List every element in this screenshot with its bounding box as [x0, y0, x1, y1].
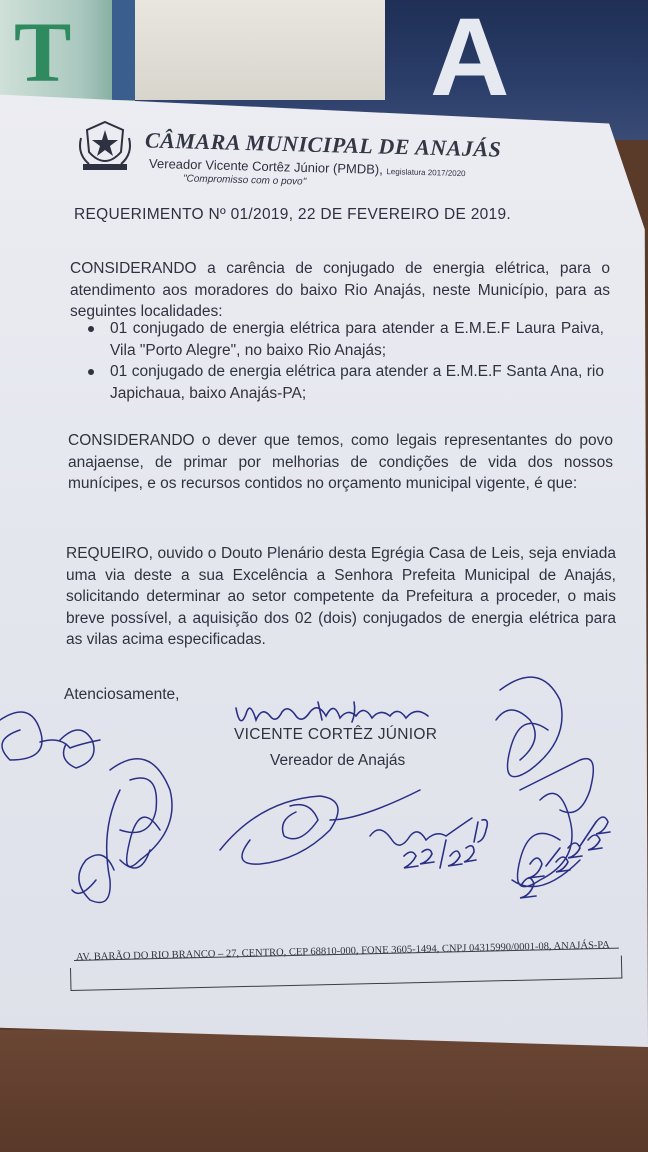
bullet-icon: [88, 369, 94, 375]
localities-list: [88, 318, 604, 404]
list-item: [88, 361, 604, 404]
list-item: [88, 318, 604, 361]
footer-address: AV. BARÃO DO RIO BRANCO – 27, CENTRO, CEP 68810-000, FONE 3605-1494, CNPJ 04315990/0001-08, ANAJÁS-PA: [76, 939, 610, 963]
letterhead: [75, 118, 502, 190]
municipal-crest-icon: [75, 118, 135, 174]
bullet-icon: [88, 326, 94, 332]
locality-text: 01 conjugado de energia elétrica para atender a E.M.E.F Laura Paiva, Vila "Porto Alegre", no baixo Rio Anajás;: [110, 320, 604, 359]
signer-name: VICENTE CORTÊZ JÚNIOR: [234, 726, 438, 743]
magazine-letter-left: T: [14, 4, 76, 100]
signer-role: Vereador de Anajás: [270, 752, 406, 769]
legislatura: Legislatura 2017/2020: [386, 167, 466, 179]
chamber-name: CÂMARA MUNICIPAL DE ANAJÁS: [144, 127, 502, 162]
magazine-letter-right: A: [430, 0, 504, 119]
requeiro: REQUEIRO, ouvido o Douto Plenário desta Egrégia Casa de Leis, seja enviada uma via deste a sua Excelência a Senhora Prefeita Municipal de Anajás, solicitando determinar ao setor competente da Prefeitura a proceder, o mais breve possível, a aquisição dos 02 (dois) conjugados de energia elétrica para as vilas acima especificadas.: [66, 545, 616, 648]
locality-text: 01 conjugado de energia elétrica para atender a E.M.E.F Santa Ana, rio Japichaua, baixo Anajás-PA;: [110, 363, 604, 402]
vereador-name: Vereador Vicente Cortêz Júnior (PMDB),: [148, 155, 384, 177]
document-title: REQUERIMENTO Nº 01/2019, 22 DE FEVEREIRO DE 2019.: [74, 206, 512, 223]
considerando-1: CONSIDERANDO a carência de conjugado de energia elétrica, para o atendimento aos moradores do baixo Rio Anajás, neste Município, para as seguintes localidades:: [70, 260, 610, 320]
slogan: "Compromisso com o povo": [182, 173, 307, 188]
considerando-2: CONSIDERANDO o dever que temos, como legais representantes do povo anajaense, de primar por melhorias de condições de vida dos nossos munícipes, e os recursos contidos no orçamento municipal vigente, é que:: [68, 432, 613, 492]
closing: Atenciosamente,: [64, 686, 180, 703]
